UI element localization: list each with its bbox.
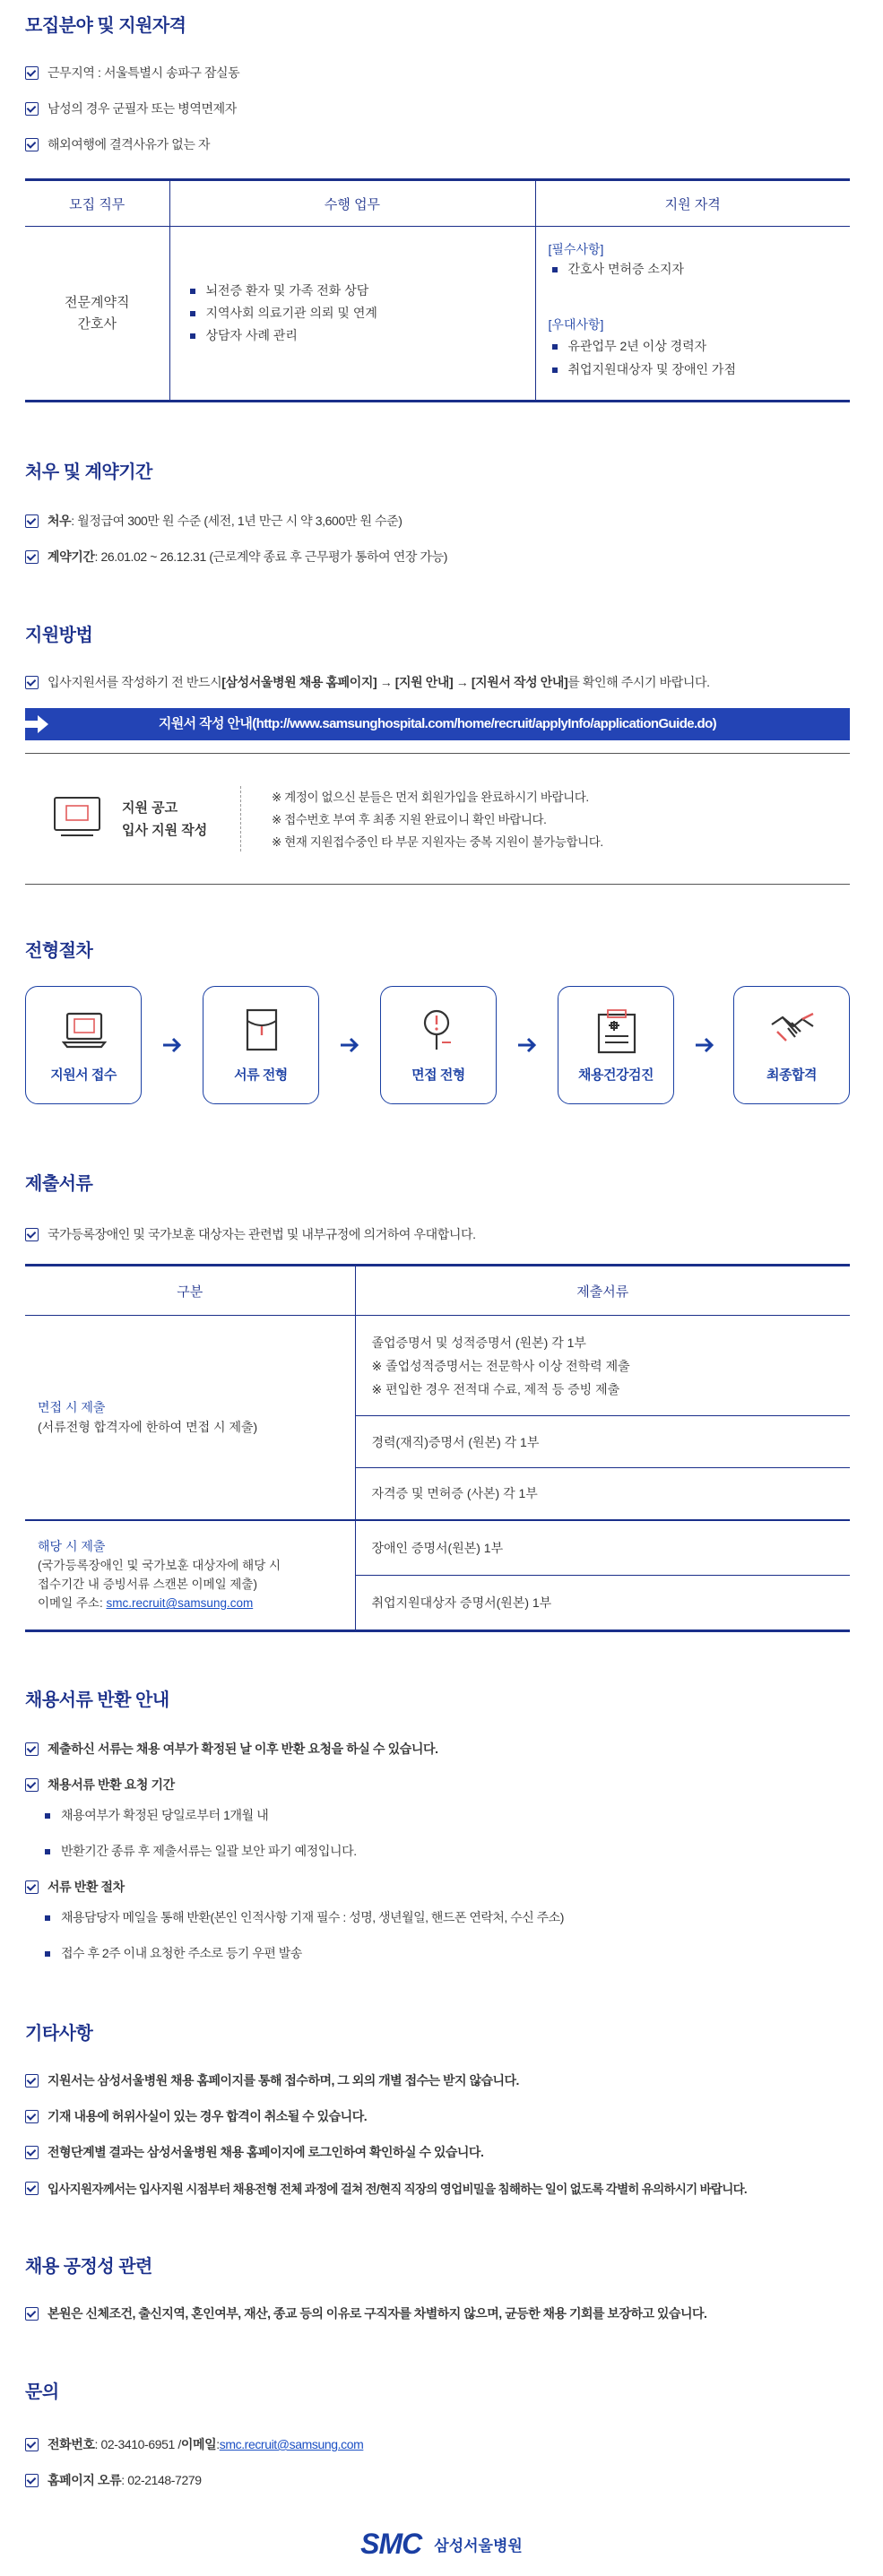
docs-title: 제출서류 (25, 1174, 93, 1194)
bullet-item: 해외여행에 결격사유가 없는 자 (25, 135, 850, 153)
apply-info-box (25, 753, 850, 885)
check-icon (25, 102, 39, 116)
step-label: 면접 전형 (411, 1068, 465, 1083)
bullet-item: 남성의 경우 군필자 또는 병역면제자 (25, 99, 850, 117)
header-job: 모집 직무 (25, 180, 169, 227)
interview-cell (25, 1316, 355, 1520)
duty-item: 뇌전증 환자 및 가족 전화 상담 (205, 283, 369, 298)
contact-email-link[interactable]: smc.recruit@samsung.com (219, 2437, 364, 2451)
duty-item: 지역사회 의료기관 의뢰 및 연계 (205, 306, 377, 320)
header-req: 지원 자격 (535, 180, 850, 227)
check-icon (25, 2146, 39, 2159)
email-link[interactable]: smc.recruit@samsung.com (106, 1596, 254, 1611)
step-apply (25, 986, 142, 1104)
fair-title: 채용 공정성 관련 (25, 2257, 152, 2277)
check-icon (25, 676, 39, 689)
docs-section (25, 1169, 850, 1243)
check-icon (25, 66, 39, 80)
career-doc: 경력(재직)증명서 (원본) 각 1부 (355, 1416, 850, 1468)
magnifier-icon (417, 1007, 462, 1055)
check-icon (25, 2307, 39, 2321)
returns-title: 채용서류 반환 안내 (25, 1690, 169, 1710)
dashed-divider (240, 786, 241, 851)
check-icon (25, 550, 39, 564)
step-health (558, 986, 674, 1104)
benefit-section (25, 457, 850, 566)
smc-logo (360, 2528, 523, 2561)
job-name: 전문계약직 간호사 (65, 294, 130, 332)
step-final (733, 986, 850, 1104)
fair-item: 본원은 신체조건, 출신지역, 혼인여부, 재산, 종교 등의 이유로 구직자를 차별하지 않으며, 균등한 채용 기회를 보장하고 있습니다. (25, 2304, 850, 2322)
arrow-right-icon (694, 1034, 715, 1056)
pref-head: [우대사항] (548, 317, 604, 332)
interview-label: 면접 시 제출 (38, 1400, 106, 1415)
contact-title: 문의 (25, 2382, 59, 2402)
step-label: 서류 전형 (234, 1068, 288, 1083)
period-line: 계약기간 : 26.01.02 ~ 26.12.31 (근로계약 종료 후 근무평가 통하여 연장 가능) (25, 548, 850, 566)
recruit-title: 모집분야 및 지원자격 (25, 16, 186, 36)
returns-head: 서류 반환 절차 (25, 1878, 850, 1896)
contact-section (25, 2377, 850, 2489)
document-folder-icon (239, 1007, 284, 1055)
handshake-icon (770, 1007, 815, 1055)
check-icon (25, 2474, 39, 2487)
etc-item: 전형단계별 결과는 삼성서울병원 채용 홈페이지에 로그인하여 확인하실 수 있습니다. (25, 2143, 850, 2161)
recruit-section (25, 11, 850, 153)
etc-item: 입사지원자께서는 입사지원 시점부터 채용전형 전체 과정에 걸쳐 전/현직 직장의 영업비밀을 침해하는 일이 없도록 각별히 유의하시기 바랍니다. (25, 2179, 850, 2197)
fair-section (25, 2252, 850, 2322)
duty-item: 상담자 사례 관리 (205, 328, 298, 342)
process-steps (25, 986, 850, 1106)
bullet-item: 근무지역 : 서울특별시 송파구 잠실동 (25, 64, 850, 82)
step-label: 채용건강검진 (578, 1068, 654, 1083)
docs-bullet: 국가등록장애인 및 국가보훈 대상자는 관련법 및 내부규정에 의거하여 우대합니다. (25, 1225, 850, 1243)
req-head: [필수사항] (548, 242, 604, 256)
apply-box-label: 지원 공고 입사 지원 작성 (122, 800, 208, 838)
step-label: 최종합격 (766, 1068, 817, 1083)
apply-title: 지원방법 (25, 626, 93, 645)
apply-notes: ※ 계정이 없으신 분들은 먼저 회원가입을 완료하시기 바랍니다. ※ 접수번호 부여 후 최종 지원 완료이니 확인 바랍니다. ※ 현재 지원접수중인 타 부문 지원자는 중복 지원이 불가능합니다. (272, 791, 603, 849)
special-cell: 해당 시 제출 (국가등록장애인 및 국가보훈 대상자에 해당 시 접수기간 내 증빙서류 스캔본 이메일 제출) 이메일 주소: smc.recruit@samsung.com (25, 1520, 355, 1631)
step-label: 지원서 접수 (50, 1068, 117, 1083)
contact-phone: 전화번호 : 02-3410-6951 / 이메일 : smc.recruit@samsung.com (25, 2435, 850, 2453)
interview-sub: (서류전형 합격자에 한하여 면접 시 제출) (38, 1420, 258, 1435)
returns-section (25, 1685, 850, 1962)
arrow-right-icon (339, 1034, 360, 1056)
pref-item: 유관업무 2년 이상 경력자 (567, 339, 707, 353)
footer (0, 2528, 883, 2563)
duty-cell (169, 227, 535, 402)
check-icon (25, 1228, 39, 1241)
arrow-right-icon (516, 1034, 538, 1056)
apply-guide-link[interactable]: 지원서 작성 안내(http://www.samsunghospital.com/home/recruit/applyInfo/applicationGuide.do) (158, 716, 717, 731)
apply-line: 입사지원서를 작성하기 전 반드시 [삼성서울병원 채용 홈페이지] → [지원 안내] → [지원서 작성 안내] 를 확인해 주시기 바랍니다. (25, 673, 850, 691)
arrow-right-icon (161, 1034, 183, 1056)
benefit-title: 처우 및 계약기간 (25, 462, 152, 482)
logo-text: SMC (360, 2528, 422, 2560)
clipboard-medical-icon (594, 1007, 639, 1055)
check-icon (25, 2438, 39, 2451)
check-icon (25, 2110, 39, 2123)
hospital-name: 삼성서울병원 (434, 2537, 523, 2554)
recruit-bullets (25, 64, 850, 153)
check-icon (25, 2074, 39, 2088)
header-docs: 제출서류 (355, 1266, 850, 1316)
laptop-icon (62, 1007, 107, 1055)
returns-line: 제출하신 서류는 채용 여부가 확정된 날 이후 반환 요청을 하실 수 있습니다. (25, 1740, 850, 1758)
veteran-doc: 취업지원대상자 증명서(원본) 1부 (355, 1576, 850, 1631)
etc-section (25, 2018, 850, 2197)
check-icon (25, 2182, 39, 2195)
check-icon (25, 1742, 39, 1756)
etc-item: 기재 내용에 허위사실이 있는 경우 합격이 취소될 수 있습니다. (25, 2107, 850, 2125)
req-cell (535, 227, 850, 402)
monitor-icon (52, 795, 102, 840)
contact-homepage: 홈페이지 오류 : 02-2148-7279 (25, 2471, 850, 2489)
returns-procedure-list: 채용담당자 메일을 통해 반환(본인 인적사항 기재 필수 : 성명, 생년월일, 핸드폰 연락처, 수신 주소) 접수 후 2주 이내 요청한 주소로 등기 우편 발송 (25, 1908, 850, 1962)
header-category: 구분 (25, 1266, 355, 1316)
check-icon (25, 514, 39, 528)
check-icon (25, 138, 39, 151)
returns-period-list: 채용여부가 확정된 당일로부터 1개월 내 반환기간 종류 후 제출서류는 일괄 보안 파기 예정입니다. (25, 1806, 850, 1860)
etc-title: 기타사항 (25, 2024, 93, 2044)
grad-docs: 졸업증명서 및 성적증명서 (원본) 각 1부 ※ 졸업성적증명서는 전문학사 이상 전학력 제출 ※ 편입한 경우 전적대 수료, 제적 등 증빙 제출 (355, 1316, 850, 1416)
disability-doc: 장애인 증명서(원본) 1부 (355, 1520, 850, 1576)
etc-item: 지원서는 삼성서울병원 채용 홈페이지를 통해 접수하며, 그 외의 개별 접수는 받지 않습니다. (25, 2071, 850, 2089)
step-document (203, 986, 319, 1104)
pref-item: 취업지원대상자 및 장애인 가점 (567, 362, 736, 376)
check-icon (25, 1880, 39, 1894)
process-title: 전형절차 (25, 941, 93, 961)
recruit-table (25, 178, 850, 402)
check-icon (25, 1778, 39, 1792)
process-section (25, 936, 850, 962)
license-doc: 자격증 및 면허증 (사본) 각 1부 (355, 1468, 850, 1520)
header-duty: 수행 업무 (169, 180, 535, 227)
docs-table (25, 1264, 850, 1632)
step-interview (380, 986, 497, 1104)
apply-banner[interactable] (25, 708, 850, 740)
apply-section (25, 620, 850, 691)
returns-head: 채용서류 반환 요청 기간 (25, 1776, 850, 1794)
special-label: 해당 시 제출 (38, 1539, 106, 1554)
pay-line: 처우 : 월정급여 300만 원 수준 (세전, 1년 만근 시 약 3,600만 원 수준) (25, 512, 850, 530)
req-item: 간호사 면허증 소지자 (567, 262, 684, 276)
